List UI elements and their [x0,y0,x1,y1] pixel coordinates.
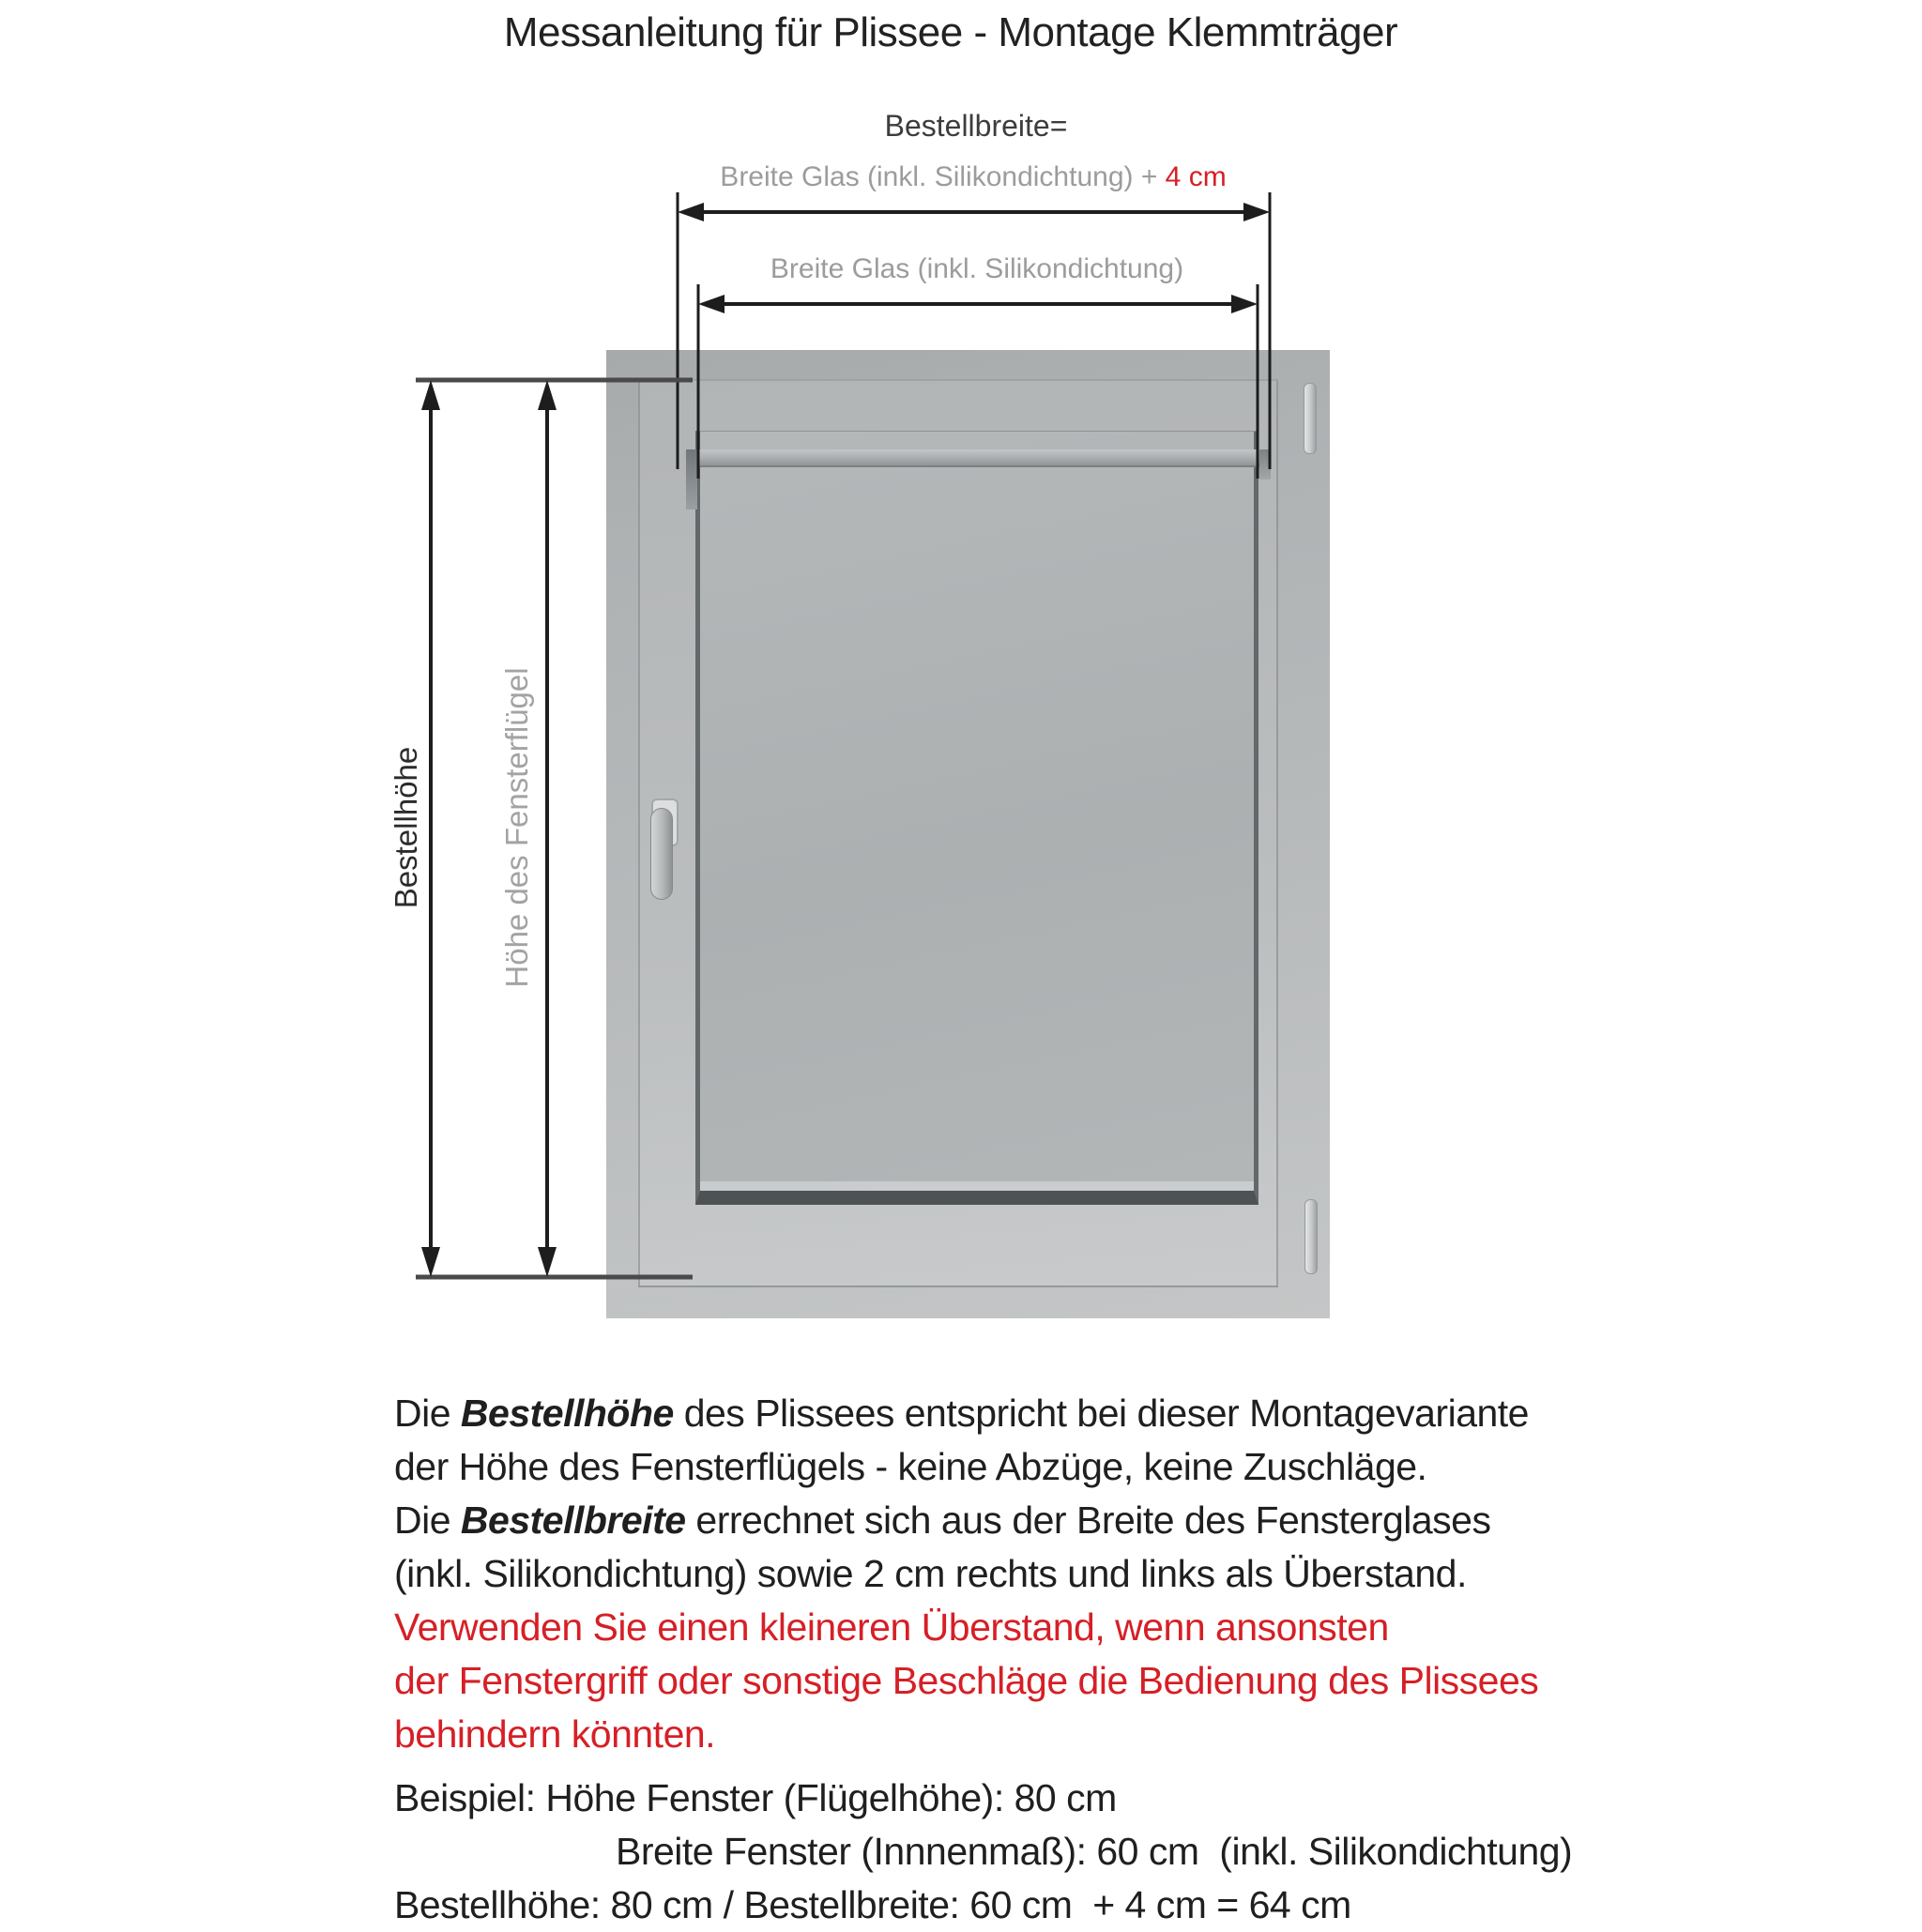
body-line: der Höhe des Fensterflügels - keine Abzüge, keine Zuschläge. [394,1445,1427,1488]
warning-line: der Fenstergriff oder sonstige Beschläge die Bedienung des Plissees [394,1659,1539,1702]
explanation-paragraph [394,1387,1538,1761]
bestellhoehe-bold-term: Bestellhöhe [460,1392,674,1435]
plissee-clamp-bracket-left [686,449,697,510]
window-handle-icon [650,808,673,900]
window-hinge-top [1304,383,1317,454]
arrowhead-right-icon [1231,295,1258,313]
glasbreite-plus-label [720,161,1226,193]
arrowhead-left-icon [678,203,704,221]
example-line: Bestellhöhe: 80 cm / Bestellbreite: 60 cm + 4 cm = 64 cm [394,1883,1351,1926]
example-line: Breite Fenster (Innnenmaß): 60 cm (inkl. Silikondichtung) [616,1830,1573,1873]
example-line: Beispiel: Höhe Fenster (Flügelhöhe): 80 cm [394,1776,1117,1819]
warning-line: behindern könnten. [394,1712,716,1756]
window-glass [695,431,1258,1205]
glasbreite-label: Breite Glas (inkl. Silikondichtung) [770,253,1184,284]
plus-4cm-red-text: 4 cm [1165,161,1227,192]
bestellbreite-bold-term: Bestellbreite [460,1498,686,1542]
bestellhoehe-label: Bestellhöhe [389,746,423,909]
page-title: Messanleitung für Plissee - Montage Klemmträger [503,9,1398,55]
fensterfluegel-hoehe-label: Höhe des Fensterflügel [499,667,534,988]
arrowhead-up-icon [538,380,557,410]
arrowhead-left-icon [698,295,725,313]
arrowhead-down-icon [421,1247,440,1277]
warning-line: Verwenden Sie einen kleineren Überstand, wenn ansonsten [394,1605,1389,1649]
arrowhead-up-icon [421,380,440,410]
body-line: (inkl. Silikondichtung) sowie 2 cm rechts und links als Überstand. [394,1552,1467,1595]
window-hinge-bottom [1304,1199,1318,1274]
body-line: Die Bestellbreite errechnet sich aus der Breite des Fensterglases [394,1498,1491,1542]
arrowhead-down-icon [538,1247,557,1277]
body-line: Die Bestellhöhe des Plissees entspricht bei dieser Montagevariante [394,1392,1529,1435]
plissee-top-rail [686,449,1271,467]
arrowhead-right-icon [1243,203,1270,221]
example-block [394,1772,1572,1932]
plissee-clamp-bracket-right [1259,449,1271,479]
bestellbreite-label: Bestellbreite= [884,109,1068,143]
glasbreite-plus-gray-text: Breite Glas (inkl. Silikondichtung) + [720,161,1166,192]
